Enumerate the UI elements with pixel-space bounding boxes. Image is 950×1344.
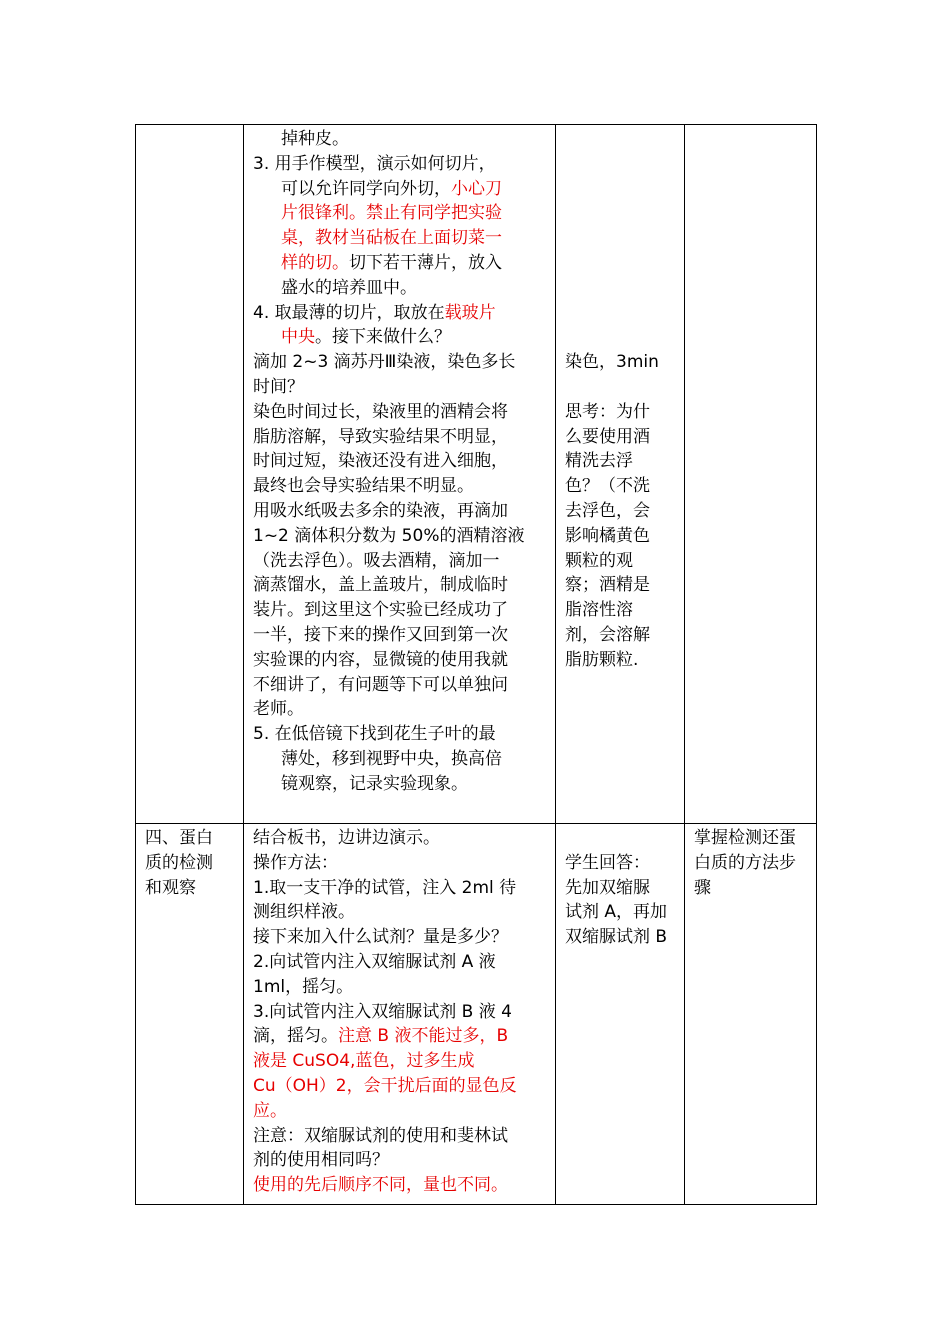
text-line	[145, 876, 234, 901]
text-segment: 薄处，移到视野中央，换高倍	[281, 748, 502, 769]
text-line	[565, 474, 675, 499]
text-line	[253, 375, 546, 400]
text-line	[253, 1000, 546, 1025]
highlight-text: 中央	[281, 327, 315, 348]
text-line	[253, 1099, 546, 1124]
text-line	[253, 876, 546, 901]
text-segment: 3. 用手作模型，演示如何切片，	[253, 153, 496, 174]
stage-cell	[136, 125, 244, 824]
text-line	[694, 851, 807, 876]
text-segment: 染色，3min	[565, 352, 659, 373]
text-segment: 镜观察，记录实验现象。	[281, 773, 468, 794]
text-line	[253, 900, 546, 925]
text-line	[253, 449, 546, 474]
text-line	[565, 350, 675, 375]
text-line	[145, 851, 234, 876]
text-line	[253, 697, 546, 722]
highlight-text: Cu（OH）2，会干扰后面的显色反	[253, 1075, 517, 1096]
text-line	[253, 623, 546, 648]
text-line	[253, 177, 546, 202]
text-segment: 学生回答：	[565, 852, 650, 873]
text-line	[253, 826, 546, 851]
text-segment: 实验课的内容，显微镜的使用我就	[253, 649, 508, 670]
text-segment: 装片。到这里这个实验已经成功了	[253, 600, 508, 621]
text-line	[253, 1173, 546, 1198]
text-line	[565, 573, 675, 598]
text-line	[253, 925, 546, 950]
text-line	[565, 499, 675, 524]
objective-cell	[685, 824, 817, 1205]
text-line	[253, 226, 546, 251]
text-segment: 2.向试管内注入双缩脲试剂 A 液	[253, 951, 496, 972]
text-segment: 结合板书，边讲边演示。	[253, 828, 440, 848]
text-segment: 颗粒的观	[565, 550, 633, 571]
highlight-text: 应。	[253, 1100, 287, 1121]
text-segment: 掌握检测还蛋	[694, 828, 796, 848]
text-segment: 5. 在低倍镜下找到花生子叶的最	[253, 724, 496, 745]
text-line	[145, 826, 234, 851]
table-row	[136, 824, 817, 1205]
student-activity-cell	[556, 125, 685, 824]
text-line	[253, 276, 546, 301]
text-line	[253, 1049, 546, 1074]
text-segment: 不细讲了，有问题等下可以单独问	[253, 674, 508, 695]
highlight-text: 样的切。	[281, 252, 349, 273]
text-segment: 1ml，摇匀。	[253, 976, 354, 997]
text-line	[253, 350, 546, 375]
text-line	[565, 375, 675, 400]
text-segment: 双缩脲试剂 B	[565, 927, 668, 948]
text-line	[253, 950, 546, 975]
text-segment: 质的检测	[145, 852, 213, 873]
text-segment: 。接下来做什么？	[315, 327, 451, 348]
text-line	[253, 573, 546, 598]
text-segment: 白质的方法步	[694, 852, 796, 873]
text-line	[565, 598, 675, 623]
text-line	[253, 1074, 546, 1099]
text-line	[253, 127, 546, 152]
text-segment: 色？（不洗	[565, 476, 650, 497]
text-segment: 和观察	[145, 877, 196, 898]
table-row	[136, 125, 817, 824]
text-line	[565, 549, 675, 574]
text-line	[694, 876, 807, 901]
text-line	[565, 851, 675, 876]
text-segment: 先加双缩脲	[565, 877, 650, 898]
text-segment: 影响橘黄色	[565, 525, 650, 546]
text-segment: 脂肪溶解，导致实验结果不明显，	[253, 426, 508, 447]
text-segment: 时间？	[253, 376, 304, 397]
text-segment: 骤	[694, 877, 711, 898]
text-line	[253, 425, 546, 450]
text-segment: 最终也会导实验结果不明显。	[253, 476, 474, 497]
text-line	[565, 400, 675, 425]
text-segment: 操作方法：	[253, 852, 338, 873]
highlight-text: 液是 CuSO4,蓝色，过多生成	[253, 1051, 475, 1072]
text-line	[253, 673, 546, 698]
text-segment: 滴加 2~3 滴苏丹Ⅲ染液，染色多长	[253, 352, 516, 373]
text-segment: 注意：双缩脲试剂的使用和斐林试	[253, 1125, 508, 1146]
text-line	[565, 449, 675, 474]
highlight-text: 禁止有同学把实验	[366, 203, 502, 224]
text-line	[253, 851, 546, 876]
text-line	[253, 251, 546, 276]
text-line	[253, 1024, 546, 1049]
text-segment: 4. 取最薄的切片，取放在	[253, 302, 445, 323]
text-line	[253, 648, 546, 673]
text-segment: 滴，摇匀。	[253, 1026, 338, 1047]
text-line	[253, 549, 546, 574]
text-segment: 老师。	[253, 699, 304, 720]
text-line	[253, 474, 546, 499]
text-line	[253, 598, 546, 623]
stage-cell	[136, 824, 244, 1205]
text-segment: 精洗去浮	[565, 451, 633, 472]
text-segment: 用吸水纸吸去多余的染液，再滴加	[253, 500, 508, 521]
text-line	[253, 722, 546, 747]
text-line	[253, 524, 546, 549]
text-line	[565, 876, 675, 901]
text-segment: 么要使用酒	[565, 426, 650, 447]
text-line	[253, 201, 546, 226]
text-line	[565, 425, 675, 450]
text-segment: 四、蛋白	[145, 828, 213, 848]
text-segment: （洗去浮色）。吸去酒精，滴加一	[253, 550, 500, 571]
text-segment: 3.向试管内注入双缩脲试剂 B 液 4	[253, 1001, 512, 1022]
text-segment: 滴蒸馏水，盖上盖玻片，制成临时	[253, 575, 508, 596]
text-line	[565, 524, 675, 549]
text-segment: 脂肪颗粒.	[565, 649, 639, 670]
text-segment: 剂的使用相同吗？	[253, 1150, 389, 1171]
highlight-text: 小心刀	[451, 178, 502, 199]
text-line	[253, 152, 546, 177]
text-segment: 脂溶性溶	[565, 600, 633, 621]
text-segment: 思考：为什	[565, 401, 650, 422]
text-segment: 一半，接下来的操作又回到第一次	[253, 624, 508, 645]
spacer	[565, 127, 675, 350]
teacher-activity-cell	[244, 824, 556, 1205]
text-line	[253, 747, 546, 772]
text-line	[253, 772, 546, 797]
objective-cell	[685, 125, 817, 824]
text-line	[253, 499, 546, 524]
teacher-activity-cell	[244, 125, 556, 824]
lesson-plan-table	[135, 124, 817, 1205]
text-segment: 测组织样液。	[253, 902, 355, 923]
text-segment: 1.取一支干净的试管，注入 2ml 待	[253, 877, 517, 898]
text-line	[694, 826, 807, 851]
highlight-text: 桌，教材当砧板在上面切菜一	[281, 228, 502, 249]
highlight-text: 注意 B 液不能过多，B	[338, 1026, 509, 1047]
text-segment: 试剂 A，再加	[565, 902, 668, 923]
student-activity-cell	[556, 824, 685, 1205]
highlight-text: 载玻片	[444, 302, 496, 323]
spacer	[565, 826, 675, 851]
text-segment: 接下来加入什么试剂？量是多少？	[253, 927, 508, 948]
text-line	[253, 1124, 546, 1149]
text-line	[253, 301, 546, 326]
text-line	[565, 900, 675, 925]
text-segment: 剂，会溶解	[565, 624, 650, 645]
text-segment: 察；酒精是	[565, 575, 650, 596]
text-segment: 可以允许同学向外切，	[281, 178, 451, 199]
text-segment: 盛水的培养皿中。	[281, 277, 417, 298]
text-segment: 掉种皮。	[281, 129, 349, 149]
text-line	[253, 325, 546, 350]
text-line	[565, 925, 675, 950]
text-line	[253, 975, 546, 1000]
highlight-text: 使用的先后顺序不同，量也不同。	[253, 1175, 508, 1196]
highlight-text: 片很锋利。	[281, 203, 366, 224]
text-segment: 去浮色，会	[565, 500, 650, 521]
text-line	[253, 400, 546, 425]
text-segment: 1~2 滴体积分数为 50%的酒精溶液	[253, 525, 525, 546]
text-segment: 时间过短，染液还没有进入细胞，	[253, 451, 508, 472]
text-segment: 切下若干薄片，放入	[349, 252, 502, 273]
text-line	[253, 1148, 546, 1173]
text-line	[565, 623, 675, 648]
text-line	[565, 648, 675, 673]
text-segment: 染色时间过长，染液里的酒精会将	[253, 401, 508, 422]
